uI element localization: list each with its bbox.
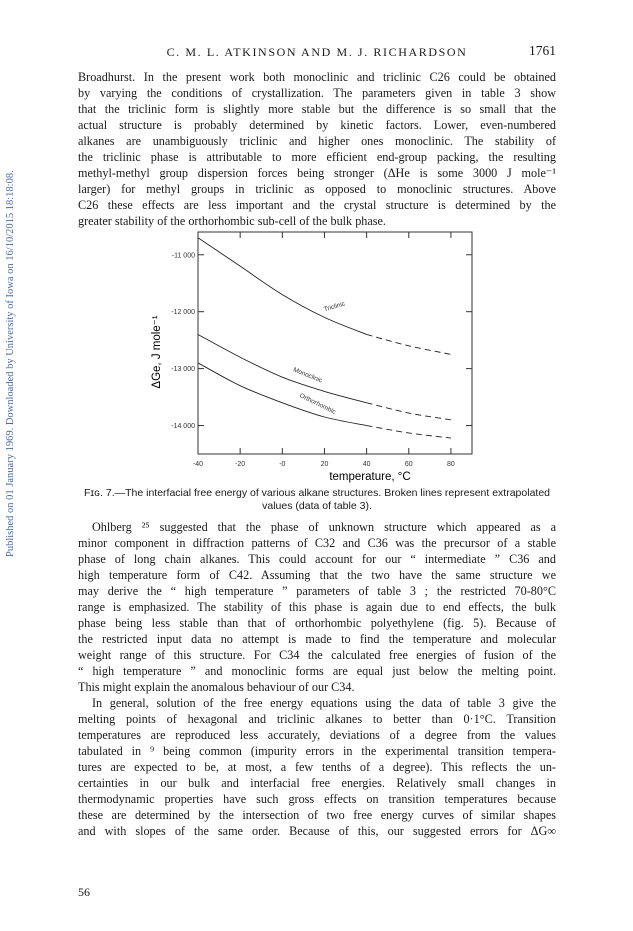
y-tick-label: -12 000 — [171, 309, 195, 317]
paragraph-2-line: may derive the “ high temperature ” parameters of table 3 ; the restricted 70-80°C — [78, 584, 556, 598]
paragraph-2-line: range is emphasized. The stability of this phase is again due to end effects, the bulk — [78, 600, 556, 614]
x-tick-label: 80 — [447, 461, 455, 468]
free-energy-chart — [130, 222, 490, 484]
paragraph-1-line: larger) for methyl groups in triclinic as opposed to monoclinic structures. Above — [78, 182, 556, 196]
paragraph-3-line: melting points of hexagonal and triclinic alkanes to better than 0·1°C. Transition — [78, 712, 556, 726]
caption-line: values (data of table 3). — [262, 500, 372, 512]
paragraph-3-line: certainties in our bulk and interfacial free energies. Relatively small changes in — [78, 776, 556, 790]
y-tick-label: -14 000 — [171, 423, 195, 431]
paragraph-1-line: actual structure is probably determined by kinetic factors. Lower, even-numbered — [78, 118, 556, 132]
paragraph-1-line: the triclinic phase is attributable to more efficient end-group packing, the resulting — [78, 150, 556, 164]
paragraph-1-line: methyl-methyl group dispersion forces being stronger (ΔHe is some 3000 J mole⁻¹ — [78, 166, 556, 180]
series-label-orthorhombic: Orthorhombic — [298, 392, 337, 416]
paragraph-1-line: by varying the conditions of crystallization. The parameters given in table 3 show — [78, 86, 556, 100]
paragraph-2-line: This might explain the anomalous behaviour of our C34. — [78, 680, 355, 694]
paragraph-2-line: weight range of this structure. For C34 the calculated free energies of fusion of the — [78, 648, 556, 662]
chart-labels — [292, 300, 347, 416]
paragraph-3 — [78, 695, 556, 839]
paragraph-3-line: tures are expected to be, at most, a few tenths of a degree). This reflects the un- — [78, 760, 556, 774]
x-tick-label: -20 — [235, 461, 246, 468]
paragraph-1-line: that the triclinic form is slightly more stable but the difference is so small that the — [78, 102, 556, 116]
x-tick-label: -40 — [192, 461, 204, 468]
paragraph-2-line: Ohlberg ²⁵ suggested that the phase of unknown structure which appeared as a — [92, 520, 556, 534]
paragraph-2 — [78, 519, 556, 695]
series-extrapolated-monoclinic — [367, 403, 451, 420]
series-line-orthorhombic — [198, 363, 367, 426]
x-tick-label: -0 — [279, 461, 286, 468]
paragraph-1-line: alkanes are unambiguously triclinic and higher ones monoclinic. The stability of — [78, 134, 556, 148]
paragraph-1-line: C26 these effects are less important and the crystal structure is determined by the — [78, 198, 556, 212]
footer-page-code: 56 — [78, 885, 90, 899]
paragraph-2-line: minor component in diffraction patterns of C32 and C36 was the precursor of a stable — [78, 536, 556, 550]
series-extrapolated-orthorhombic — [367, 426, 451, 439]
figure-caption — [78, 487, 556, 513]
series-label-monoclinic: Monoclinic — [292, 366, 324, 385]
header-authors: C. M. L. ATKINSON AND M. J. RICHARDSON — [166, 45, 468, 59]
paragraph-3-line: In general, solution of the free energy equations using the data of table 3 give the — [92, 696, 556, 710]
paragraph-2-line: high temperature form of C42. Assuming that the two have the same structure we — [78, 568, 556, 582]
paragraph-3-line: tabulated in ⁹ being common (impurity errors in the experimental transition tempera- — [78, 744, 556, 758]
paragraph-1-line: greater stability of the orthorhombic sub-cell of the bulk phase. — [78, 214, 386, 228]
paragraph-2-line: “ high temperature ” and monoclinic forms are equal just below the melting point. — [78, 664, 556, 678]
header-page-number: 1761 — [529, 43, 556, 58]
paragraph-3-line: thermodynamic properties have such gross effects on transition temperatures because — [78, 792, 556, 806]
paragraph-1 — [78, 69, 556, 229]
publication-sidebar: Published on 01 January 1969. Downloaded by University of Iowa on 16/10/2015 18:18:08. — [5, 170, 16, 557]
running-header — [78, 43, 556, 59]
paragraph-2-line: the restricted input data no attempt is made to find the temperature and molecular — [78, 632, 556, 646]
y-tick-label: -11 000 — [171, 252, 195, 260]
paragraph-3-line: these are determined by the intersection of two free energy curves of similar shapes — [78, 808, 556, 822]
x-tick-label: 60 — [404, 461, 413, 468]
paragraph-3-line: temperatures are reproduced less accurately, deviations of a degree from the values — [78, 728, 556, 742]
paragraph-3-line: and with slopes of the same order. Because of this, our suggested errors for ΔG∞ — [78, 824, 556, 838]
series-line-monoclinic — [198, 334, 367, 402]
paragraph-2-line: phase of long chain alkanes. This could account for our “ intermediate ” C36 and — [78, 552, 556, 566]
x-tick-label: 40 — [362, 461, 371, 468]
paragraph-1-line: Broadhurst. In the present work both monoclinic and triclinic C26 could be obtained — [78, 70, 556, 84]
x-axis-label: temperature, °C — [329, 471, 411, 483]
y-tick-label: -13 000 — [171, 366, 195, 374]
paragraph-2-line: phase being less stable than that of orthorhombic polyethylene (fig. 5). Because of — [78, 616, 556, 630]
series-label-triclinic: Triclinic — [323, 300, 346, 314]
series-line-triclinic — [198, 238, 367, 335]
caption-line: Fɪɢ. 7.—The interfacial free energy of various alkane structures. Broken lines represent extrapolated — [84, 487, 550, 499]
y-axis-label: ΔGe, J mole⁻¹ — [151, 315, 163, 389]
x-tick-label: 20 — [320, 461, 329, 468]
series-extrapolated-triclinic — [367, 334, 451, 354]
